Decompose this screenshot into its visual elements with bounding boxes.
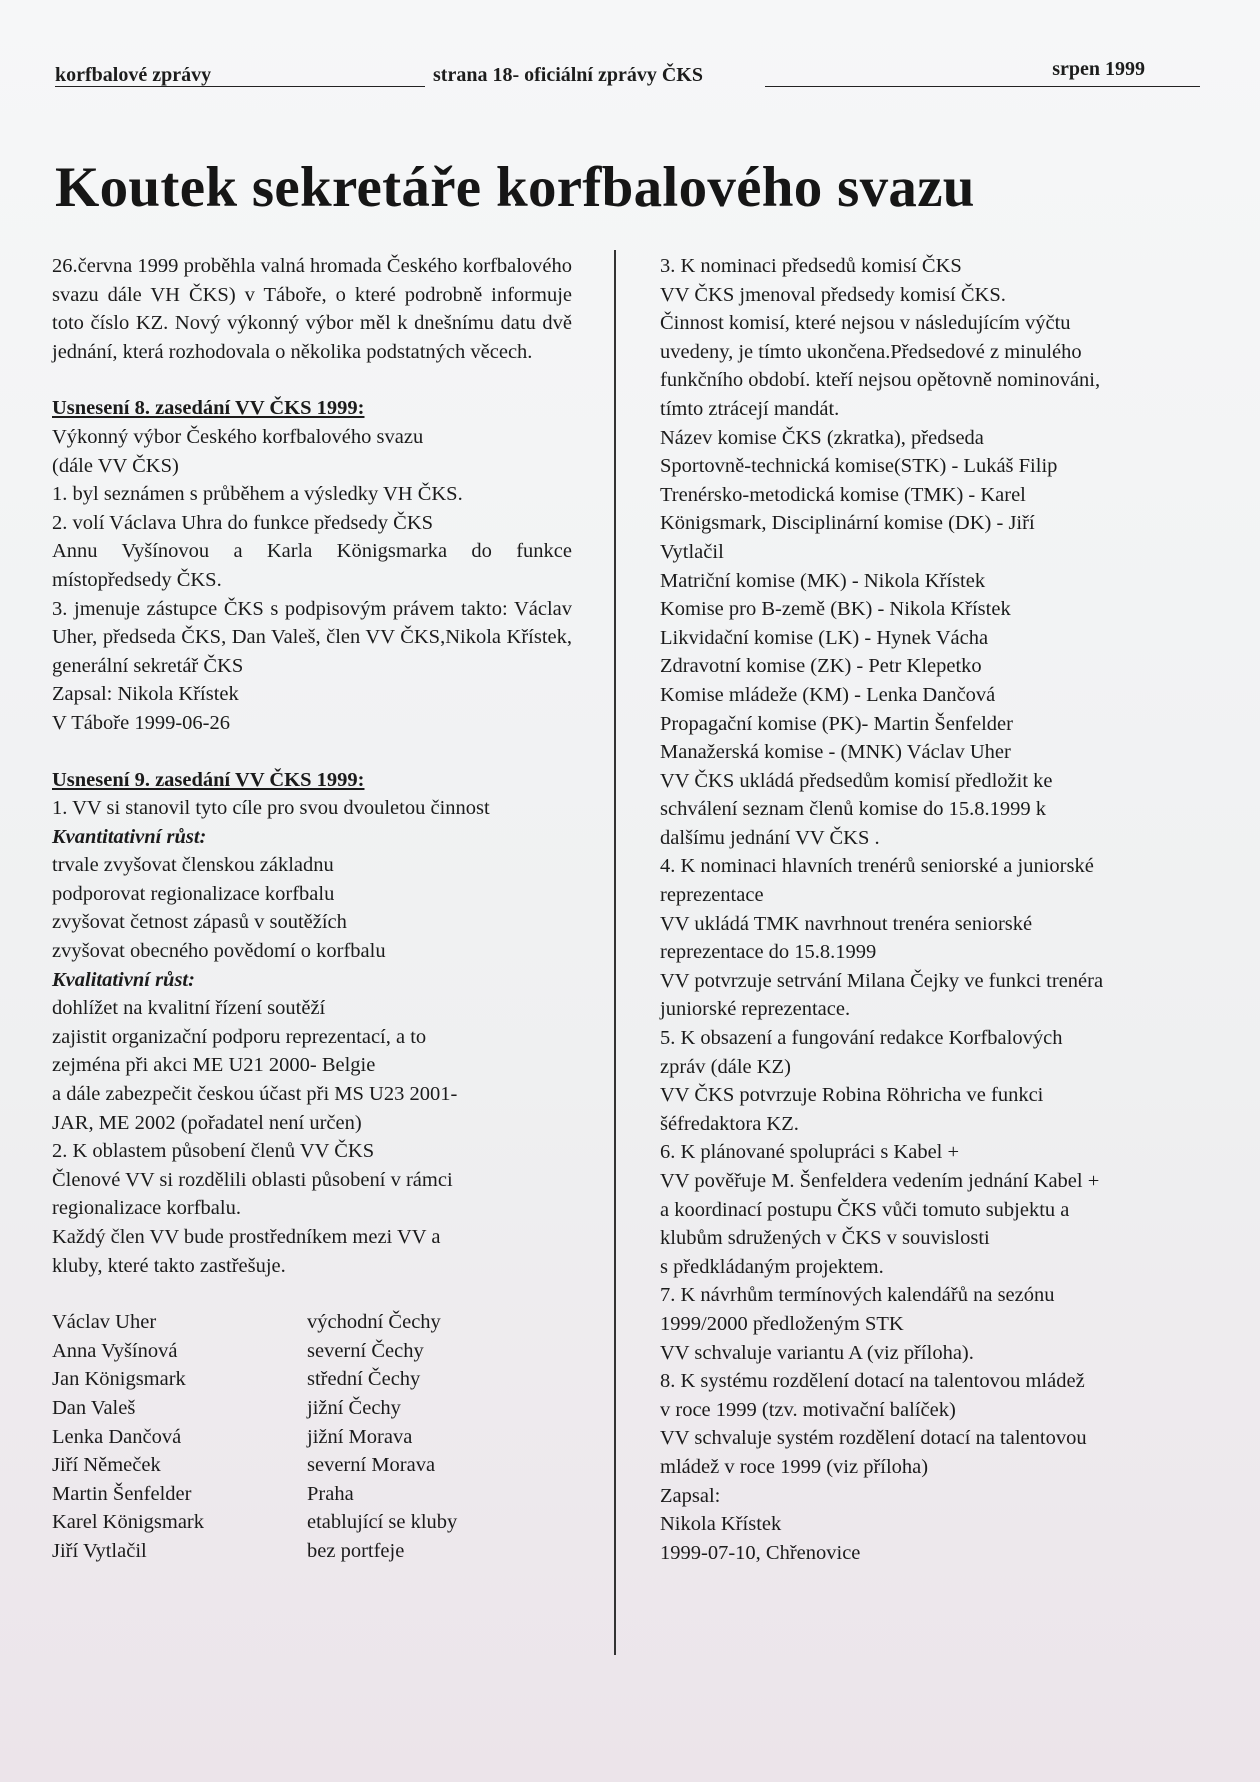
text-line: VV schvaluje systém rozdělení dotací na talentovou (660, 1427, 1087, 1450)
text-line: VV schvaluje variantu A (viz příloha). (660, 1341, 974, 1364)
column-divider (614, 250, 616, 1655)
member-name: Anna Vyšínová (52, 1339, 178, 1362)
list-item: JAR, ME 2002 (pořadatel není určen) (52, 1111, 362, 1134)
left-column (52, 252, 572, 1566)
text-line: Zapsal: (660, 1484, 721, 1507)
header-rule-right (765, 86, 1200, 87)
text-line: dalšímu jednání VV ČKS . (660, 826, 880, 849)
text-line: Sportovně-technická komise(STK) - Lukáš Filip (660, 455, 1058, 478)
text-line: VV pověřuje M. Šenfeldera vedením jednání Kabel + (660, 1170, 1100, 1192)
text-line: Trenérsko-metodická komise (TMK) - Karel (660, 483, 1026, 506)
resolution-8-line: Výkonný výbor Českého korfbalového svazu (52, 425, 424, 448)
text-line: šéfredaktora KZ. (660, 1112, 799, 1135)
member-region: jižní Morava (307, 1425, 413, 1448)
list-item: Členové VV si rozdělili oblasti působení v rámci (52, 1168, 453, 1191)
right-column (660, 252, 1200, 1567)
resolution-8-line: (dále VV ČKS) (52, 454, 179, 477)
text-line: Název komise ČKS (zkratka), předseda (660, 426, 984, 449)
resolution-9-goals: 1. VV si stanovil tyto cíle pro svou dvouletou činnost (52, 797, 490, 820)
text-line: juniorské reprezentace. (660, 998, 851, 1021)
text-line: s předkládaným projektem. (660, 1255, 884, 1278)
text-line: Propagační komise (PK)- Martin Šenfelder (660, 712, 1013, 735)
text-line: 8. K systému rozdělení dotací na talentovou mládež (660, 1370, 1085, 1393)
text-line: Komise mládeže (KM) - Lenka Dančová (660, 683, 996, 706)
text-line: Vytlačil (660, 540, 724, 563)
list-item: kluby, které takto zastřešuje. (52, 1254, 286, 1277)
text-line: reprezentace (660, 884, 764, 907)
member-region: severní Čechy (307, 1339, 424, 1362)
member-name: Václav Uher (52, 1311, 157, 1334)
text-line: tímto ztrácejí mandát. (660, 397, 840, 420)
text-line: zpráv (dále KZ) (660, 1055, 791, 1078)
member-name: Karel Königsmark (52, 1511, 204, 1534)
member-name: Jiří Vytlačil (52, 1539, 147, 1562)
text-line: klubům sdružených v ČKS v souvislosti (660, 1227, 990, 1250)
text-line: 6. K plánované spolupráci s Kabel + (660, 1141, 960, 1164)
member-name: Martin Šenfelder (52, 1482, 192, 1505)
member-name: Dan Valeš (52, 1396, 136, 1419)
resolution-8-signatories: 3. jmenuje zástupce ČKS s podpisovým právem takto: Václav Uher, předseda ČKS, Dan Valeš, člen VV ČKS,Nikola Křístek, generální sekretář ČKS (52, 597, 572, 677)
member-region: severní Morava (307, 1454, 436, 1477)
list-item: Každý člen VV bude prostředníkem mezi VV a (52, 1226, 441, 1248)
member-region: etablující se kluby (307, 1511, 458, 1534)
text-line: VV ČKS ukládá předsedům komisí předložit ke (660, 769, 1053, 792)
text-line: Manažerská komise - (MNK) Václav Uher (660, 741, 1011, 764)
header-page-info: strana 18- oficiální zprávy ČKS (433, 64, 703, 86)
list-item: podporovat regionalizace korfbalu (52, 882, 335, 905)
resolution-8-line: 2. volí Václava Uhra do funkce předsedy ČKS (52, 511, 434, 534)
resolution-8-line: 1. byl seznámen s průběhem a výsledky VH ČKS. (52, 483, 463, 506)
text-line: Königsmark, Disciplinární komise (DK) - Jiří (660, 512, 1035, 535)
text-line: uvedeny, je tímto ukončena.Předsedové z minulého (660, 340, 1082, 363)
intro-paragraph: 26.června 1999 proběhla valná hromada Českého korfbalového svazu dále VH ČKS) v Táboře, o které podrobně informuje toto číslo KZ. Nový výkonný výbor měl k dnešnímu datu dvě jednání, která rozhodovala o několika podstatných věcech. (52, 255, 572, 363)
member-region: jižní Čechy (307, 1396, 401, 1419)
text-line: mládež v roce 1999 (viz příloha) (660, 1455, 929, 1478)
qualitative-growth-heading: Kvalitativní růst: (52, 968, 195, 991)
text-line: 7. K návrhům termínových kalendářů na sezónu (660, 1284, 1055, 1307)
list-item: regionalizace korfbalu. (52, 1197, 241, 1220)
resolution-9-heading: Usnesení 9. zasedání VV ČKS 1999: (52, 768, 365, 791)
text-line: VV ČKS jmenoval předsedy komisí ČKS. (660, 283, 1006, 306)
text-line: Činnost komisí, které nejsou v následujícím výčtu (660, 312, 1071, 335)
list-item: dohlížet na kvalitní řízení soutěží (52, 997, 326, 1020)
list-item: zvyšovat obecného povědomí o korfbalu (52, 940, 386, 963)
resolution-8-vice-chairs: Annu Vyšínovou a Karla Königsmarka do funkce místopředsedy ČKS. (52, 540, 572, 591)
text-line: v roce 1999 (tzv. motivační balíček) (660, 1398, 956, 1421)
text-line: 1999/2000 předloženým STK (660, 1312, 904, 1335)
member-regions-table (52, 1308, 572, 1565)
resolution-8-date: V Táboře 1999-06-26 (52, 711, 231, 734)
page-title: Koutek sekretáře korfbalového svazu (55, 156, 975, 219)
member-region: Praha (307, 1482, 354, 1505)
header-rule-left (55, 86, 425, 87)
quantitative-growth-heading: Kvantitativní růst: (52, 825, 207, 848)
text-line: 4. K nominaci hlavních trenérů seniorské a juniorské (660, 855, 1094, 878)
resolution-8-recorder: Zapsal: Nikola Křístek (52, 683, 239, 706)
list-item: zvyšovat četnost zápasů v soutěžích (52, 911, 347, 934)
list-item: zajistit organizační podporu reprezentací, a to (52, 1025, 427, 1048)
text-line: Nikola Křístek (660, 1513, 782, 1536)
text-line: VV ukládá TMK navrhnout trenéra seniorské (660, 912, 1033, 935)
member-name: Lenka Dančová (52, 1425, 182, 1448)
text-line: 1999-07-10, Chřenovice (660, 1541, 861, 1564)
member-name: Jiří Němeček (52, 1454, 161, 1477)
header-date: srpen 1999 (1052, 58, 1145, 80)
running-header (55, 58, 1145, 88)
text-line: funkčního období. kteří nejsou opětovně nominováni, (660, 369, 1101, 392)
member-region: bez portfeje (307, 1539, 405, 1562)
list-item: 2. K oblastem působení členů VV ČKS (52, 1140, 375, 1163)
member-region: východní Čechy (307, 1311, 441, 1334)
text-line: VV potvrzuje setrvání Milana Čejky ve funkci trenéra (660, 969, 1104, 992)
list-item: trvale zvyšovat členskou základnu (52, 854, 334, 877)
member-name: Jan Königsmark (52, 1368, 186, 1391)
text-line: a koordinací postupu ČKS vůči tomuto subjektu a (660, 1198, 1070, 1221)
list-item: zejména při akci ME U21 2000- Belgie (52, 1054, 376, 1077)
resolution-8-heading: Usnesení 8. zasedání VV ČKS 1999: (52, 397, 365, 420)
header-publication: korfbalové zprávy (55, 64, 212, 86)
text-line: 3. K nominaci předsedů komisí ČKS (660, 255, 962, 277)
text-line: Likvidační komise (LK) - Hynek Vácha (660, 626, 989, 649)
text-line: Komise pro B-země (BK) - Nikola Křístek (660, 598, 1011, 621)
text-line: 5. K obsazení a fungování redakce Korfbalových (660, 1027, 1063, 1050)
member-region: střední Čechy (307, 1368, 421, 1391)
text-line: reprezentace do 15.8.1999 (660, 941, 877, 964)
text-line: VV ČKS potvrzuje Robina Röhricha ve funkci (660, 1084, 1044, 1107)
text-line: Zdravotní komise (ZK) - Petr Klepetko (660, 655, 982, 678)
list-item: a dále zabezpečit českou účast při MS U23 2001- (52, 1083, 458, 1106)
text-line: schválení seznam členů komise do 15.8.1999 k (660, 798, 1046, 821)
text-line: Matriční komise (MK) - Nikola Křístek (660, 569, 986, 592)
